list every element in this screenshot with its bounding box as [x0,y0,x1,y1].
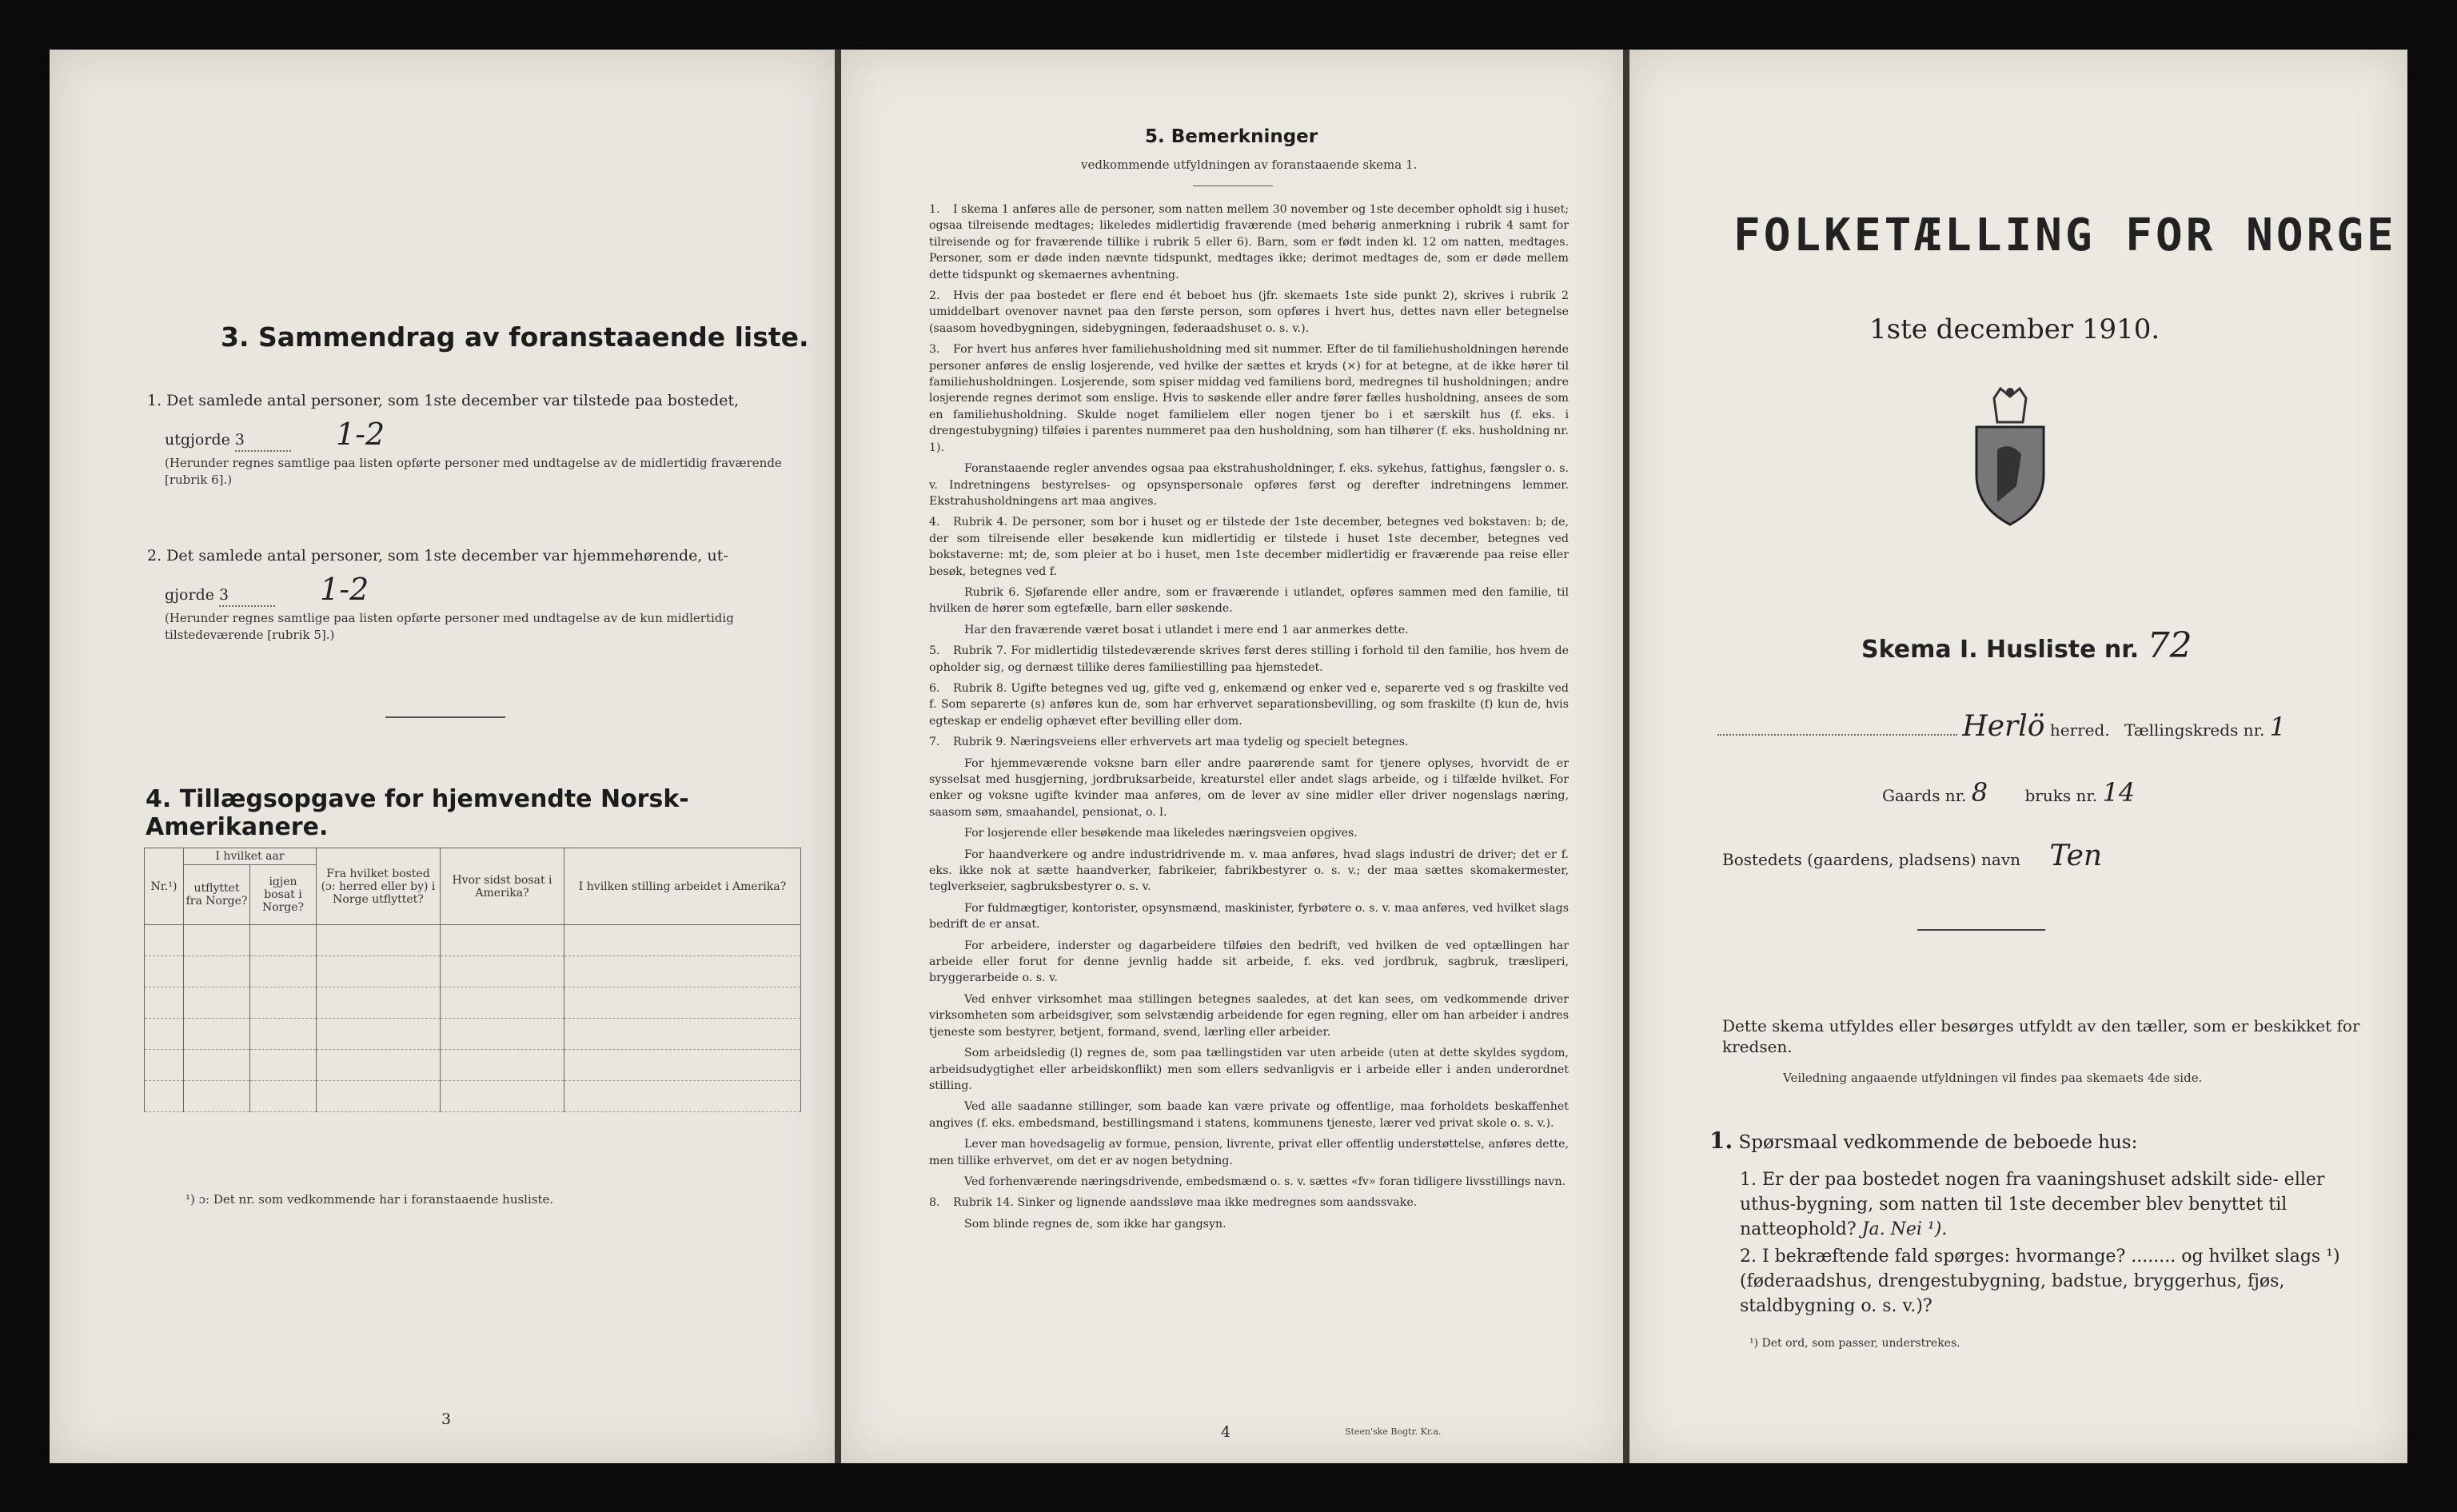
remark-text: For losjerende eller besøkende maa likeledes næringsveien opgives. [964,827,1358,840]
remark-paragraph [929,991,1569,1040]
remark-paragraph [929,201,1569,283]
table-cell [564,925,801,956]
ornament-divider [1917,929,2045,931]
section4-title: 4. Tillægsopgave for hjemvendte Norsk-Amerikanere. [146,785,689,841]
col-emigrated: utflyttet fra Norge? [184,865,250,925]
remark-paragraph [929,734,1569,750]
table-cell [441,1081,564,1112]
herred-label: herred. [2049,720,2110,740]
table-cell [250,987,317,1019]
col-occupation: I hvilken stilling arbeidet i Amerika? [564,848,801,925]
census-title: FOLKETÆLLING FOR NORGE [1733,209,2397,261]
item2-value-hand: 1-2 [320,572,369,607]
remark-text: Som blinde regnes de, som ikke har gangsyn. [964,1217,1227,1231]
remark-number: 5. [929,644,940,658]
herred-line [1717,710,2373,743]
remark-paragraph [929,938,1569,987]
remark-paragraph [929,288,1569,337]
table-cell [250,1081,317,1112]
remark-paragraph [929,847,1569,896]
table-cell [564,1019,801,1050]
remark-paragraph [929,1099,1569,1131]
remark-text: For hjemmeværende voksne barn eller andre paarørende samt for tjenere oplyses, hvorvidt de er sysselsat med husgjerning, jordbruksarbeide, kreaturstel eller andet slags arbeide, og i tilfælde hvilket. For enker og voksne ugifte kvinder maa anføres, om de lever av sine midler eller driver nogenslags næring, saasom søm, smaahandel, pensionat, o. l. [929,756,1569,819]
col-returned: igjen bosat i Norge? [250,865,317,925]
remark-paragraph [929,756,1569,821]
table-cell [564,987,801,1019]
table-row [145,1050,801,1081]
bosted-value: Ten [2049,840,2103,872]
remark-text: Rubrik 4. De personer, som bor i huset og er tilstede der 1ste december, betegnes ved bokstaven: b; de, der som tilreisende eller besøkende kun midlertidig er tilstede i huset 1ste december, betegnes ved bokstaverne: mt; de, som pleier at bo i huset, men 1ste december midlertidig er fraværende paa reise eller besøk, betegnes ved f. [929,516,1569,578]
page-number-left: 3 [441,1410,452,1428]
table-cell [250,925,317,956]
table-row [145,1019,801,1050]
spine-left [835,50,841,1463]
remark-number: 4. [929,516,940,529]
page-right [1629,50,2407,1463]
schema-line [1861,625,2192,666]
table-cell [184,1081,250,1112]
section3-item1 [147,390,811,489]
remark-paragraph [929,680,1569,729]
table-cell [441,987,564,1019]
table-cell [317,925,441,956]
page-number-middle: 4 [1221,1423,1231,1441]
item1-label: utgjorde [165,431,230,449]
right-footnote: ¹) Det ord, som passer, understrekes. [1749,1337,1960,1350]
item2-label: gjorde [165,586,214,604]
item2-note: (Herunder regnes samtlige paa listen opførte personer med undtagelse av de kun midlertidig tilstedeværende [rubrik 5].) [165,611,734,642]
remark-number: 8. [929,1196,940,1210]
coat-of-arms-icon [1965,385,2055,529]
questions-heading-text: Spørsmaal vedkommende de beboede hus: [1738,1132,2138,1153]
remark-paragraph [929,1216,1569,1232]
question-1-answer: Ja. Nei ¹). [1861,1219,1948,1239]
remark-text: Rubrik 8. Ugifte betegnes ved ug, gifte ved g, enkemænd og enker ved e, separerte ved s og fraskilte ved f. Som separerte (s) anføres kun de, som har erhvervet separationsbevilling, og som fraskilte (f) kun de, hvis egteskap er endelig ophævet efter bevilling eller dom. [929,681,1569,728]
remark-text: Lever man hovedsagelig av formue, pension, livrente, privat eller offentlig understøttelse, anføres dette, men tillike erhvervet, om det er av nogen betydning. [929,1138,1569,1167]
remarks-subtitle: vedkommende utfyldningen av foranstaaende skema 1. [1081,158,1418,172]
table-cell [145,1050,184,1081]
table-cell [145,1019,184,1050]
item1-note: (Herunder regnes samtlige paa listen opførte personer med undtagelse av de midlertidig fraværende [rubrik 6].) [165,456,782,487]
table-cell [441,1050,564,1081]
col-last-residence: Hvor sidst bosat i Amerika? [441,848,564,925]
census-date: 1ste december 1910. [1869,313,2160,345]
table-cell [317,987,441,1019]
table-cell [145,925,184,956]
remark-text: For arbeidere, inderster og dagarbeidere tilføies den bedrift, ved hvilken de ved optællingen har arbeide eller forut for denne jevnlig hadde sit arbeide, f. eks. ved jordbruk, sagbruk, træsliperi, bryggerarbeide o. s. v. [929,939,1569,985]
table-cell [184,925,250,956]
remark-text: Rubrik 9. Næringsveiens eller erhvervets art maa tydelig og specielt betegnes. [953,736,1409,749]
table-cell [145,956,184,987]
remark-text: Rubrik 7. For midlertidig tilstedeværende skrives først deres stilling i forhold til den familie, hos hvem de opholder sig, og dernæst tillike deres familiestilling paa hjemstedet. [929,644,1569,674]
table-cell [184,956,250,987]
instruction-1: Dette skema utfyldes eller besørges utfyldt av den tæller, som er beskikket for kredsen. [1722,1016,2360,1056]
kreds-label: Tællingskreds nr. [2124,720,2265,740]
bosted-line [1722,840,2103,872]
remark-number: 3. [929,343,940,357]
remark-number: 6. [929,681,940,695]
remark-text: For hvert hus anføres hver familiehusholdning med sit nummer. Efter de til familiehusholdningen hørende personer anføres de enslig losjerende, ved hvilke der sættes et kryds (×) for at betegne, at de ikke hører til familiehusholdningen. Losjerende, som spiser middag ved familiens bord, medregnes til husholdningen; andre losjerende regnes derimot som enslige. Hvis to søskende eller andre fører fælles husholdning, ansees de som en familiehusholdning. Skulde noget familielem eller nogen tjener bo i et særskilt hus (f. eks. i drengestubygning) tilføies i parentes nummeret paa den husholdning, som han tilhører (f. eks. husholdning nr. 1). [929,343,1569,454]
questions-heading-num: 1. [1709,1127,1733,1154]
divider [385,716,505,718]
remark-text: For fuldmægtiger, kontorister, opsynsmænd, maskinister, fyrbøtere o. s. v. maa anføres, ved hvilket slags bedrift de er ansat. [929,901,1569,932]
table-cell [317,1081,441,1112]
table-cell [250,1050,317,1081]
table-cell [250,956,317,987]
returnee-table [144,848,801,1112]
bruks-label: bruks nr. [2024,786,2098,805]
gaards-line [1882,777,2136,808]
remark-text: Ved alle saadanne stillinger, som baade kan være private og offentlige, maa forholdets beskaffenhet angives (f. eks. embedsmand, bestillingsmand i statens, kommunens tjeneste, lærer ved privat skole o. s. v.). [929,1100,1569,1130]
remark-number: 7. [929,736,940,749]
remark-text: For haandverkere og andre industridrivende m. v. maa anføres, hvad slags industri de driver; det er f. eks. ikke nok at sætte haandverker, fabrikeier, fabrikbestyrer o. s. v.; der maa sættes skomakermester, teglverkseier, sagbruksbestyrer o. s. v. [929,848,1569,894]
item1-text: 1. Det samlede antal personer, som 1ste december var tilstede paa bostedet, [147,392,740,409]
section3-item2 [147,545,811,644]
kreds-value: 1 [2269,712,2287,742]
remark-paragraph [929,900,1569,933]
schema-nr: 72 [2147,625,2192,666]
remark-text: Som arbeidsledig (l) regnes de, som paa tællingstiden var uten arbeide (uten at dette skyldes sygdom, arbeidsudygtighet eller arbeidskonflikt) men som ellers sedvanligvis er i arbeide eller i anden underordnet stilling. [929,1047,1569,1092]
remark-paragraph [929,1195,1569,1211]
table-cell [145,987,184,1019]
page-left [50,50,835,1463]
table-body [145,925,801,1112]
table-cell [145,1081,184,1112]
remark-paragraph [929,1136,1569,1169]
table-cell [184,1050,250,1081]
col-year-group: I hvilket aar [184,848,317,865]
col-nr: Nr.¹) [145,848,184,925]
remark-paragraph [929,341,1569,456]
bruks-value: 14 [2102,777,2136,808]
remark-text: Foranstaaende regler anvendes ogsaa paa ekstrahusholdninger, f. eks. sykehus, fattighus, fængsler o. s. v. Indretningens bestyrelses- og opsynspersonale opføres først og derefter indretningens lemmer. Ekstrahusholdningens art maa angives. [929,462,1569,508]
item1-value-printed: 3 [234,431,245,449]
table-row [145,956,801,987]
table-row [145,925,801,956]
question-1-text: 1. Er der paa bostedet nogen fra vaaningshuset adskilt side- eller uthus-bygning, som natten til 1ste december blev benyttet til natteophold? [1740,1170,2325,1239]
remark-number: 1. [929,203,940,216]
question-1 [1740,1167,2371,1242]
remark-paragraph [929,1045,1569,1094]
remark-text: Rubrik 14. Sinker og lignende aandssløve maa ikke medregnes som aandssvake. [953,1196,1418,1210]
remark-paragraph [929,643,1569,676]
item1-value-hand: 1-2 [335,417,385,452]
schema-label: Skema I. Husliste nr. [1861,636,2140,664]
questions-heading [1709,1127,2137,1154]
remarks-body [929,201,1569,1237]
table-cell [564,1081,801,1112]
table-cell [564,956,801,987]
remark-text: Hvis der paa bostedet er flere end ét beboet hus (jfr. skemaets 1ste side punkt 2), skrives i rubrik 2 umiddelbart ovenover navnet paa den første person, som opføres i hvert hus, dettes navn eller betegnelse (saasom hovedbygningen, sidebygningen, føderaadshuset o. s. v.). [929,289,1569,335]
spine-right [1623,50,1629,1463]
remark-paragraph [929,514,1569,580]
remark-paragraph [929,461,1569,509]
item2-value-printed: 3 [219,586,229,604]
remark-text: I skema 1 anføres alle de personer, som natten mellem 30 november og 1ste december opholdt sig i huset; ogsaa tilreisende medtages; likeledes midlertidig fraværende (med behørig anmerkning i rubrik 4 samt for tilreisende og for fraværende tillike i rubrik 5 eller 6). Barn, som er født inden kl. 12 om natten, medtages. Personer, som er døde inden nævnte tidspunkt, medtages ikke; derimot medtages de, som er døde mellem dette tidspunkt og skemaernes avhentning. [929,203,1569,281]
gaards-label: Gaards nr. [1882,786,1967,805]
remark-paragraph [929,825,1569,841]
page-middle [841,50,1625,1463]
table-row [145,987,801,1019]
table-cell [441,1019,564,1050]
remark-paragraph [929,622,1569,638]
remark-paragraph [929,1174,1569,1190]
table-cell [250,1019,317,1050]
table-cell [317,956,441,987]
remark-text: Ved enhver virksomhet maa stillingen betegnes saaledes, at det kan sees, om vedkommende driver virksomheten som arbeidsgiver, som selvstændig arbeidende for egen regning, eller om han arbeider i andres tjeneste som bestyrer, betjent, formand, svend, lærling eller arbeider. [929,992,1569,1039]
herred-value: Herlö [1962,710,2045,743]
table-cell [441,925,564,956]
gaards-value: 8 [1971,777,1988,808]
remark-text: Har den fraværende været bosat i utlandet i mere end 1 aar anmerkes dette. [964,623,1409,636]
table-cell [317,1019,441,1050]
table-row [145,1081,801,1112]
section3-title: 3. Sammendrag av foranstaaende liste. [221,321,809,353]
table-cell [441,956,564,987]
bosted-label: Bostedets (gaardens, pladsens) navn [1722,850,2020,869]
remark-paragraph [929,584,1569,617]
remark-number: 2. [929,289,940,303]
printer-mark: Steen'ske Bogtr. Kr.a. [1345,1426,1442,1437]
question-2: 2. I bekræftende fald spørges: hvormange? ........ og hvilket slags ¹) (føderaadshus, drengestubygning, badstue, bryggerhus, fjøs, staldbygning o. s. v.)? [1740,1247,2340,1316]
remark-text: Rubrik 6. Sjøfarende eller andre, som er fraværende i utlandet, opføres sammen med den familie, til hvilken de hører som egtefælle, barn eller søskende. [929,585,1569,616]
table-cell [184,1019,250,1050]
remark-text: Ved forhenværende næringsdrivende, embedsmænd o. s. v. sættes «fv» foran tidligere livsstillings navn. [964,1175,1566,1188]
col-from-where: Fra hvilket bosted (ɔ: herred eller by) i Norge utflyttet? [317,848,441,925]
table-cell [564,1050,801,1081]
item2-text: 2. Det samlede antal personer, som 1ste december var hjemmehørende, ut- [147,547,728,565]
table-cell [184,987,250,1019]
table-cell [317,1050,441,1081]
section4-footnote: ¹) ɔ: Det nr. som vedkommende har i foranstaaende husliste. [185,1192,554,1207]
remarks-title: 5. Bemerkninger [1145,126,1318,147]
instruction-2: Veiledning angaaende utfyldningen vil findes paa skemaets 4de side. [1783,1071,2203,1085]
